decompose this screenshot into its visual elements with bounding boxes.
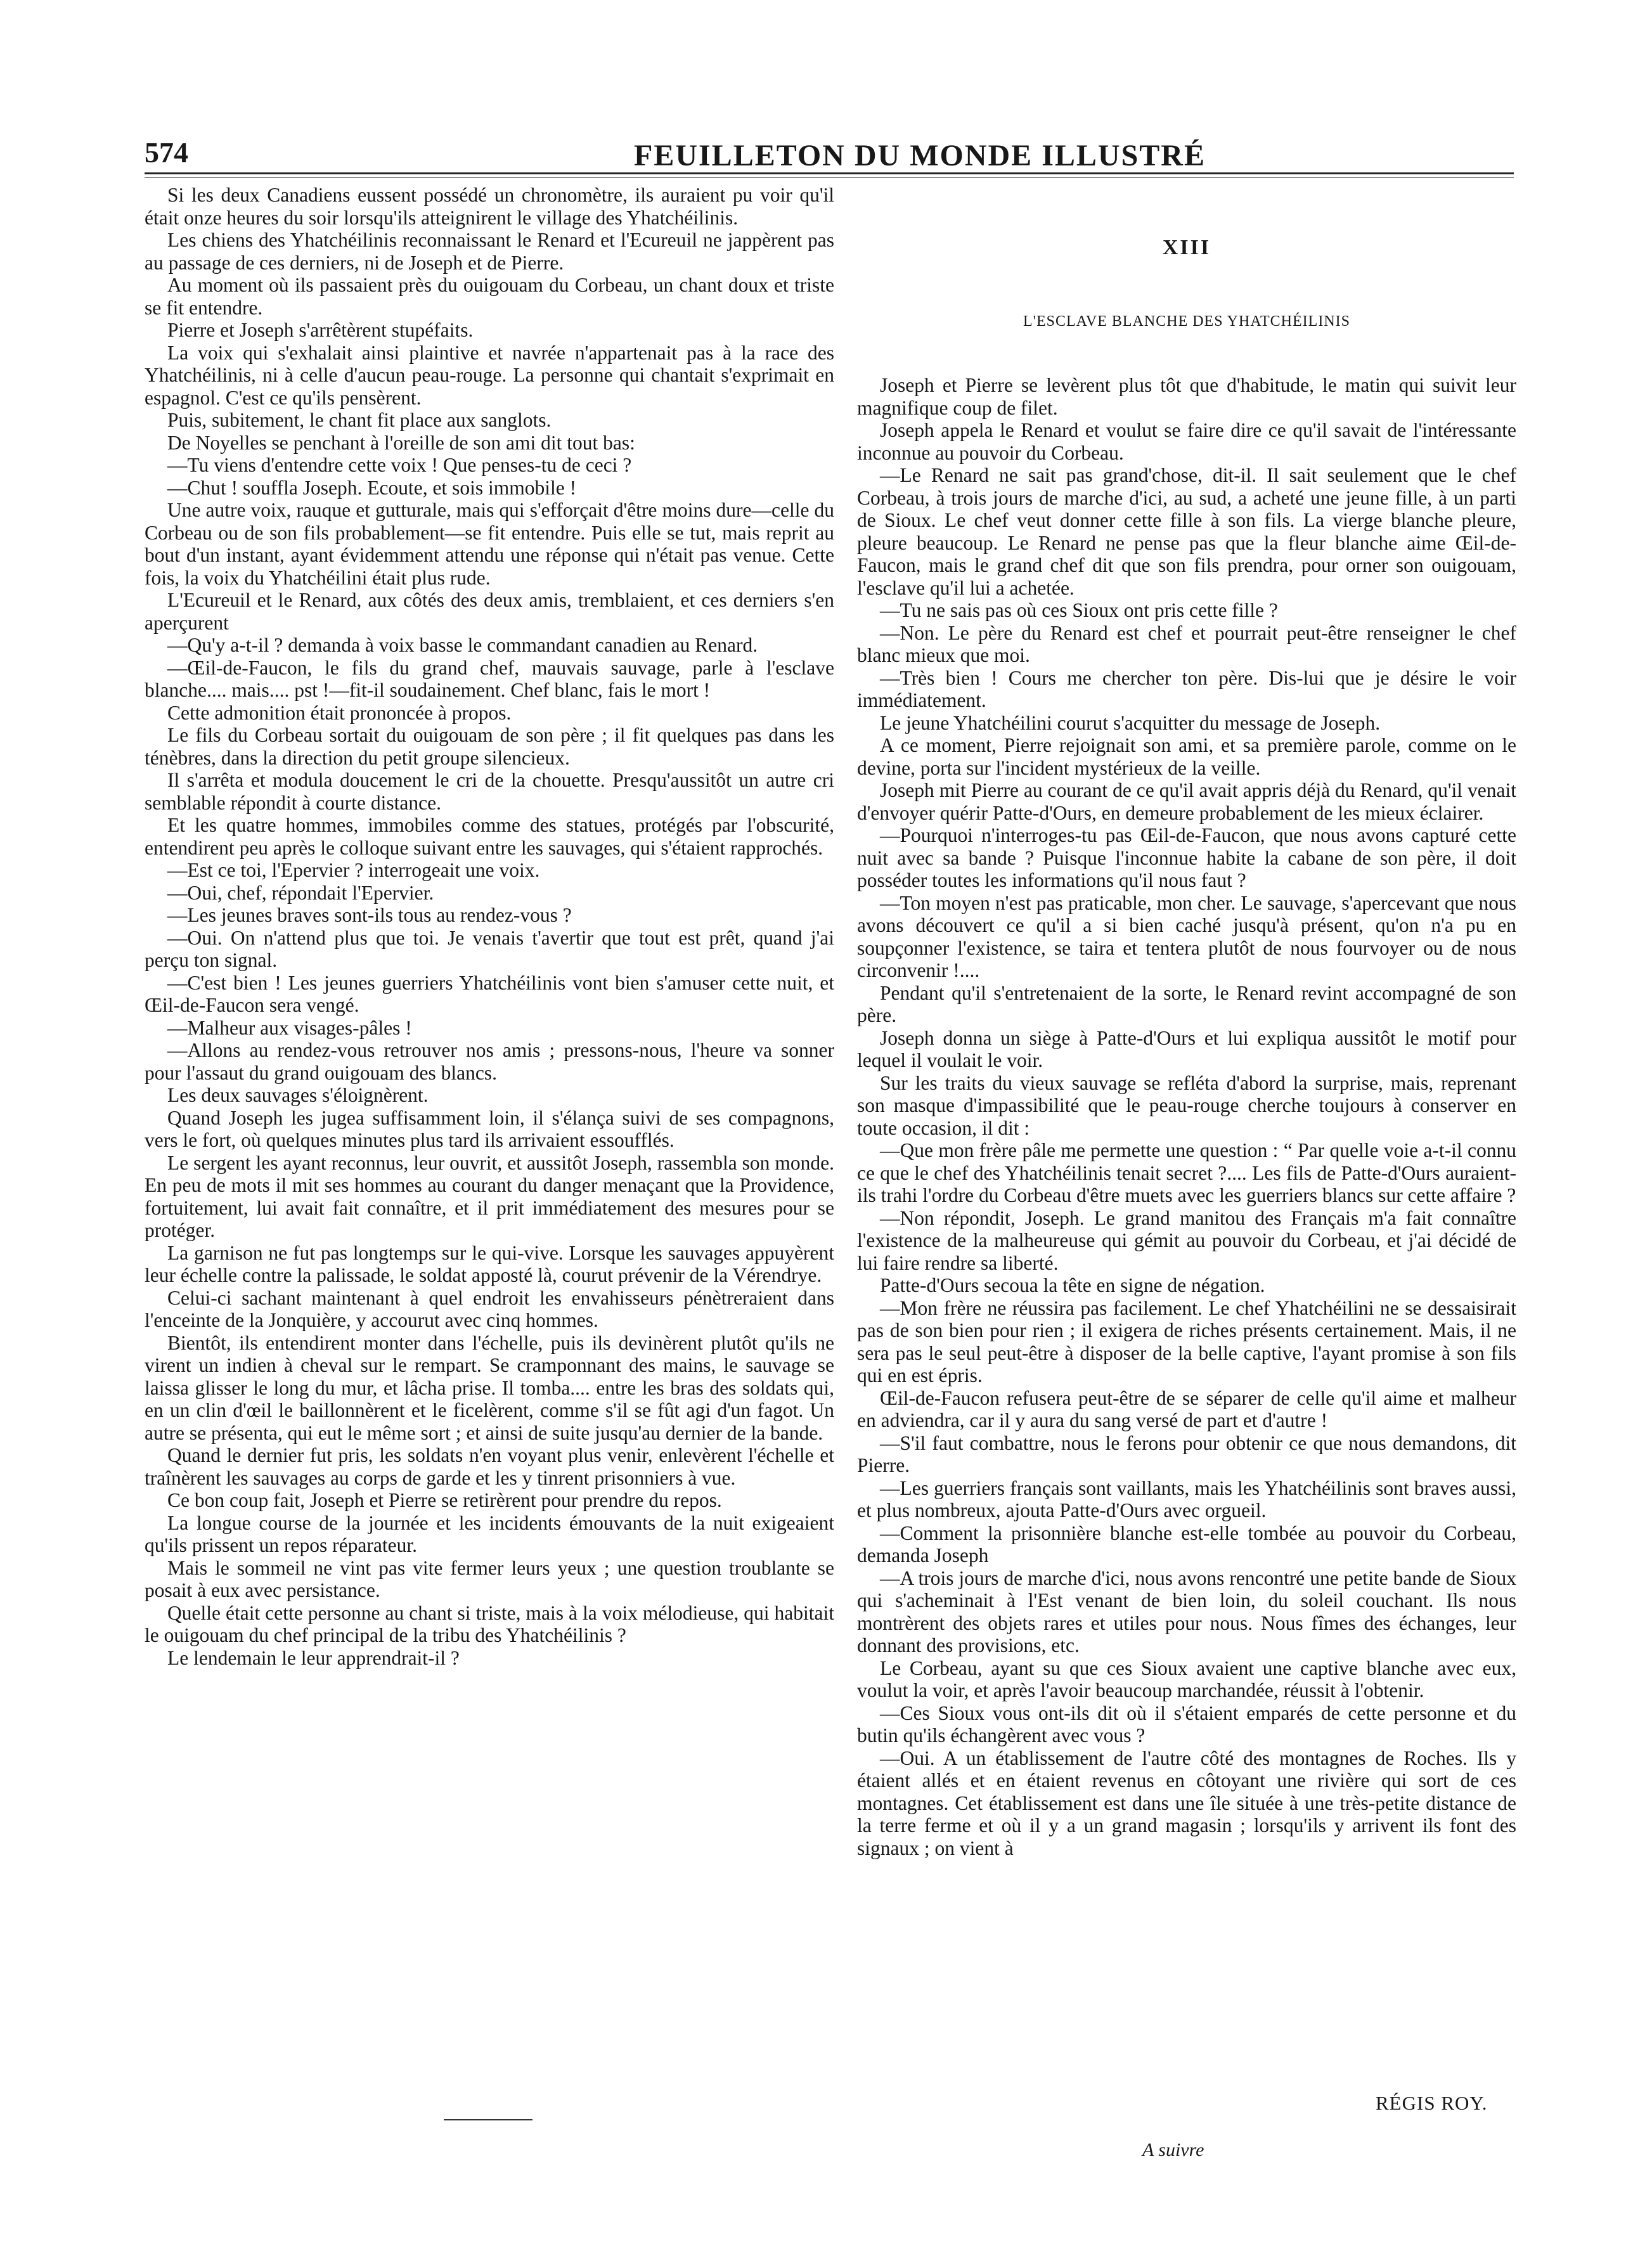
paragraph: —A trois jours de marche d'ici, nous avons rencontré une petite bande de Sioux qui s'acheminait à l'Est venant de bien loin, du soleil couchant. Ils nous montrèrent des objets rares et utiles pour nous. Nous fîmes des échanges, leur donnant des provisions, etc. — [857, 1566, 1516, 1656]
paragraph: La garnison ne fut pas longtemps sur le qui-vive. Lorsque les sauvages appuyèrent leur échelle contre la palissade, le soldat apposté là, courut prévenir de la Vérendrye. — [145, 1241, 834, 1286]
paragraph: Si les deux Canadiens eussent possédé un chronomètre, ils auraient pu voir qu'il était onze heures du soir lorsqu'ils atteignirent le village des Yhatchéilinis. — [145, 184, 834, 229]
paragraph: —Oui. A un établissement de l'autre côté des montagnes de Roches. Ils y étaient allés et en étaient revenus en côtoyant une rivière qui sort de ces montagnes. Cet établissement est dans une île située à une très-petite distance de la terre ferme et où il y a un grand magasin ; lorsqu'ils y arrivent ils font des signaux ; on vient à — [857, 1746, 1516, 1859]
end-rule — [444, 2119, 532, 2120]
paragraph: Joseph appela le Renard et voulut se faire dire ce qu'il savait de l'intéressante inconnue au pouvoir du Corbeau. — [857, 419, 1516, 464]
paragraph: —Les jeunes braves sont-ils tous au rendez-vous ? — [167, 904, 572, 926]
paragraph: —Oui, chef, répondait l'Epervier. — [167, 881, 434, 904]
paragraph: —S'il faut combattre, nous le ferons pour obtenir ce que nous demandons, dit Pierre. — [857, 1431, 1516, 1476]
paragraph: Le lendemain le leur apprendrait-il ? — [167, 1646, 460, 1669]
paragraph: —Ton moyen n'est pas praticable, mon cher. Le sauvage, s'apercevant que nous avons découvert ce qu'il a si bien caché jusqu'à présent, qu'on n'a pu en soupçonner l'existence, se taira et tentera plutôt de nous fourvoyer ou de nous circonvenir !.... — [857, 891, 1516, 981]
paragraph: —Malheur aux visages-pâles ! — [167, 1016, 412, 1039]
paragraph: Joseph mit Pierre au courant de ce qu'il avait appris déjà du Renard, qu'il venait d'envoyer quérir Patte-d'Ours, en demeure probablement de les mieux éclairer. — [857, 779, 1516, 824]
paragraph: Joseph et Pierre se levèrent plus tôt que d'habitude, le matin qui suivit leur magnifique coup de filet. — [857, 374, 1516, 419]
paragraph: Cette admonition était prononcée à propos. — [167, 701, 512, 724]
paragraph: Bientôt, ils entendirent monter dans l'échelle, puis ils devinèrent plutôt qu'ils ne virent un indien à cheval sur le rempart. Se cramponnant des mains, le sauvage se laissa glisser le long du mur, et lâcha prise. Il tomba.... entre les bras des soldats qui, en un clin d'œil le baillonnèrent et le ficelèrent, comme s'il se fût agi d'un fagot. Un autre se présenta, qui eut le même sort ; et ainsi de suite jusqu'au dernier de la bande. — [145, 1331, 834, 1444]
paragraph: Quand Joseph les jugea suffisamment loin, il s'élança suivi de ses compagnons, vers le fort, où quelques minutes plus tard ils arrivaient essoufflés. — [145, 1106, 834, 1151]
paragraph: —C'est bien ! Les jeunes guerriers Yhatchéilinis vont bien s'amuser cette nuit, et Œil-de-Faucon sera vengé. — [145, 971, 834, 1016]
paragraph: —Oui. On n'attend plus que toi. Je venais t'avertir que tout est prêt, quand j'ai perçu ton signal. — [145, 926, 834, 971]
paragraph: Une autre voix, rauque et gutturale, mais qui s'efforçait d'être moins dure—celle du Corbeau ou de son fils probablement—se fit entendre. Puis elle se tut, mais reprit au bout d'un instant, ayant évidemment attendu une réponse qui n'était pas venue. Cette fois, la voix du Yhatchéilini était plus rude. — [145, 499, 834, 589]
paragraph: Joseph donna un siège à Patte-d'Ours et lui expliqua aussitôt le motif pour lequel il voulait le voir. — [857, 1026, 1516, 1071]
paragraph: —Que mon frère pâle me permette une question : “ Par quelle voie a-t-il connu ce que le chef des Yhatchéilinis tenait secret ?.... Les fils de Patte-d'Ours auraient-ils trahi l'ordre du Corbeau d'être muets avec les guerriers blancs sur cette affaire ? — [857, 1139, 1516, 1206]
left-column — [145, 184, 834, 1669]
paragraph: Le jeune Yhatchéilini courut s'acquitter du message de Joseph. — [880, 711, 1381, 734]
paragraph: Les chiens des Yhatchéilinis reconnaissant le Renard et l'Ecureuil ne jappèrent pas au passage de ces derniers, ni de Joseph et de Pierre. — [145, 229, 834, 274]
chapter-title: L'ESCLAVE BLANCHE DES YHATCHÉILINIS — [1023, 313, 1350, 330]
paragraph: Il s'arrêta et modula doucement le cri de la chouette. Presqu'aussitôt un autre cri semblable répondit à courte distance. — [145, 769, 834, 814]
paragraph: La longue course de la journée et les incidents émouvants de la nuit exigeaient qu'ils prissent un repos réparateur. — [145, 1511, 834, 1556]
paragraph: —Mon frère ne réussira pas facilement. Le chef Yhatchéilini ne se dessaisirait pas de son bien pour rien ; il exigera de riches présents certainement. Mais, il ne sera pas le seul peut-être à disposer de la belle captive, l'ayant promise à son fils qui en est épris. — [857, 1296, 1516, 1386]
paragraph: Sur les traits du vieux sauvage se refléta d'abord la surprise, mais, reprenant son masque d'impassibilité que le peau-rouge cherche toujours à conserver en toute occasion, il dit : — [857, 1071, 1516, 1139]
paragraph: Et les quatre hommes, immobiles comme des statues, protégés par l'obscurité, entendirent peu après le colloque suivant entre les sauvages, qui s'étaient rapprochés. — [145, 814, 834, 859]
right-column — [857, 374, 1516, 1859]
header-rule-thin — [145, 177, 1514, 178]
paragraph: —Ces Sioux vous ont-ils dit où il s'étaient emparés de cette personne et du butin qu'ils échangèrent avec vous ? — [857, 1701, 1516, 1746]
paragraph: Au moment où ils passaient près du ouigouam du Corbeau, un chant doux et triste se fit entendre. — [145, 274, 834, 319]
header-rule — [145, 172, 1514, 174]
paragraph: Celui-ci sachant maintenant à quel endroit les envahisseurs pénètreraient dans l'enceinte de la Jonquière, y accourut avec cinq hommes. — [145, 1286, 834, 1331]
paragraph: L'Ecureuil et le Renard, aux côtés des deux amis, tremblaient, et ces derniers s'en aperçurent — [145, 589, 834, 634]
paragraph: Le Corbeau, ayant su que ces Sioux avaient une captive blanche avec eux, voulut la voir, et après l'avoir beaucoup marchandée, réussit à l'obtenir. — [857, 1656, 1516, 1701]
paragraph: Quelle était cette personne au chant si triste, mais à la voix mélodieuse, qui habitait le ouigouam du chef principal de la tribu des Yhatchéilinis ? — [145, 1601, 834, 1646]
paragraph: Puis, subitement, le chant fit place aux sanglots. — [167, 409, 552, 431]
running-title: FEUILLETON DU MONDE ILLUSTRÉ — [634, 139, 1206, 172]
paragraph: De Noyelles se penchant à l'oreille de son ami dit tout bas: — [167, 431, 635, 454]
paragraph: Pendant qu'il s'entretenaient de la sorte, le Renard revint accompagné de son père. — [857, 981, 1516, 1026]
paragraph: Le sergent les ayant reconnus, leur ouvrit, et aussitôt Joseph, rassembla son monde. En peu de mots il mit ses hommes au courant du danger menaçant que la Providence, fortuitement, lui avait fait connaître, et il prit immédiatement des mesures pour se protéger. — [145, 1151, 834, 1241]
paragraph: —Pourquoi n'interroges-tu pas Œil-de-Faucon, que nous avons capturé cette nuit avec sa bande ? Puisque l'inconnue habite la cabane de son père, il doit posséder toutes les informations qu'il nous faut ? — [857, 824, 1516, 891]
paragraph: Œil-de-Faucon refusera peut-être de se séparer de celle qu'il aime et malheur en adviendra, car il y aura du sang versé de part et d'autre ! — [857, 1386, 1516, 1431]
paragraph: —Les guerriers français sont vaillants, mais les Yhatchéilinis sont braves aussi, et plus nombreux, ajouta Patte-d'Ours avec orgueil. — [857, 1476, 1516, 1521]
author-signature: RÉGIS ROY. — [1376, 2092, 1488, 2114]
paragraph: La voix qui s'exhalait ainsi plaintive et navrée n'appartenait pas à la race des Yhatchéilinis, ni à celle d'aucun peau-rouge. La personne qui chantait s'exprimait en espagnol. C'est ce qu'ils pensèrent. — [145, 341, 834, 409]
paragraph: —Le Renard ne sait pas grand'chose, dit-il. Il sait seulement que le chef Corbeau, à trois jours de marche d'ici, au sud, a acheté une jeune fille, à un parti de Sioux. Le chef veut donner cette fille à son fils. La vierge blanche pleure, pleure beaucoup. Le Renard ne pense pas que la fleur blanche aime Œil-de-Faucon, mais le grand chef dit que son fils prendra, pour orner son ouigouam, l'esclave qu'il lui a achetée. — [857, 464, 1516, 599]
chapter-number: XIII — [1162, 236, 1211, 259]
paragraph: —Chut ! souffla Joseph. Ecoute, et sois immobile ! — [167, 476, 577, 499]
paragraph: Patte-d'Ours secoua la tête en signe de négation. — [880, 1274, 1265, 1296]
paragraph: —Très bien ! Cours me chercher ton père. Dis-lui que je désire le voir immédiatement. — [857, 666, 1516, 711]
page-number: 574 — [145, 136, 188, 169]
continuation-note: A suivre — [1142, 2139, 1204, 2160]
paragraph: Le fils du Corbeau sortait du ouigouam de son père ; il fit quelques pas dans les ténèbres, dans la direction du petit groupe silencieux. — [145, 724, 834, 769]
paragraph: —Tu ne sais pas où ces Sioux ont pris cette fille ? — [880, 599, 1278, 621]
paragraph: —Tu viens d'entendre cette voix ! Que penses-tu de ceci ? — [167, 454, 632, 476]
paragraph: Mais le sommeil ne vint pas vite fermer leurs yeux ; une question troublante se posait à eux avec persistance. — [145, 1556, 834, 1601]
paragraph: —Est ce toi, l'Epervier ? interrogeait une voix. — [167, 859, 540, 881]
paragraph: Les deux sauvages s'éloignèrent. — [167, 1084, 429, 1106]
paragraph: A ce moment, Pierre rejoignait son ami, et sa première parole, comme on le devine, porta sur l'incident mystérieux de la veille. — [857, 734, 1516, 779]
paragraph: —Comment la prisonnière blanche est-elle tombée au pouvoir du Corbeau, demanda Joseph — [857, 1521, 1516, 1566]
paragraph: —Non répondit, Joseph. Le grand manitou des Français m'a fait connaître l'existence de la malheureuse qui gémit au pouvoir du Corbeau, et j'ai décidé de lui faire rendre sa liberté. — [857, 1206, 1516, 1274]
paragraph: Pierre et Joseph s'arrêtèrent stupéfaits. — [167, 319, 474, 341]
paragraph: —Allons au rendez-vous retrouver nos amis ; pressons-nous, l'heure va sonner pour l'assaut du grand ouigouam des blancs. — [145, 1039, 834, 1084]
paragraph: —Œil-de-Faucon, le fils du grand chef, mauvais sauvage, parle à l'esclave blanche.... mais.... pst !—fit-il soudainement. Chef blanc, fais le mort ! — [145, 656, 834, 701]
paragraph: Quand le dernier fut pris, les soldats n'en voyant plus venir, enlevèrent l'échelle et traînèrent les sauvages au corps de garde et les y tinrent prisonniers à vue. — [145, 1444, 834, 1489]
paragraph: —Qu'y a-t-il ? demanda à voix basse le commandant canadien au Renard. — [167, 634, 758, 656]
paragraph: —Non. Le père du Renard est chef et pourrait peut-être renseigner le chef blanc mieux que moi. — [857, 621, 1516, 666]
paragraph: Ce bon coup fait, Joseph et Pierre se retirèrent pour prendre du repos. — [167, 1489, 722, 1511]
